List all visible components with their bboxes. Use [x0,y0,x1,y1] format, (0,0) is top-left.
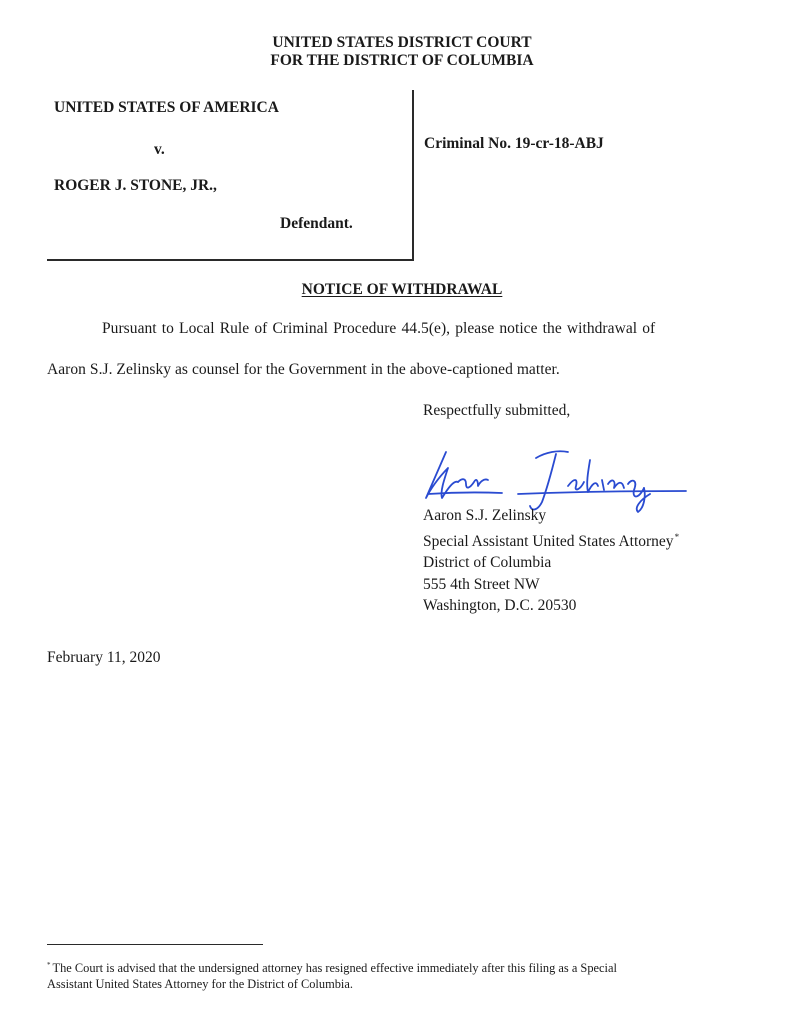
case-number: Criminal No. 19-cr-18-ABJ [424,135,604,152]
caption-horizontal-rule [47,259,414,261]
signer-name: Aaron S.J. Zelinsky [423,507,547,524]
notice-paragraph-line1: Pursuant to Local Rule of Criminal Procedure 44.5(e), please notice the withdrawal of [102,320,656,337]
footnote-line1 [47,957,617,976]
signer-office: District of Columbia [423,554,552,571]
caption-vertical-rule [412,90,414,260]
footnote-line2: Assistant United States Attorney for the District of Columbia. [47,977,353,991]
notice-paragraph-line2: Aaron S.J. Zelinsky as counsel for the Government in the above-captioned matter. [47,361,560,378]
filing-date: February 11, 2020 [47,649,161,666]
footnote-marker: * [674,531,680,542]
footnote-rule [47,944,263,945]
signer-title: Special Assistant United States Attorney [423,532,674,550]
caption-defendant-name: ROGER J. STONE, JR., [54,177,217,194]
caption-plaintiff: UNITED STATES OF AMERICA [54,99,279,116]
footnote [47,957,617,992]
court-heading-line2: FOR THE DISTRICT OF COLUMBIA [270,52,534,69]
signer-city: Washington, D.C. 20530 [423,597,577,614]
footnote-marker: * [47,961,51,969]
caption-defendant-role: Defendant. [280,215,353,232]
signer-title-line [423,527,679,553]
caption-versus: v. [154,141,165,158]
court-heading [0,34,804,70]
court-heading-line1: UNITED STATES DISTRICT COURT [272,34,532,51]
footnote-line1-text: The Court is advised that the undersigned attorney has resigned effective immediately after this filing as a Special [52,961,617,975]
notice-title [0,281,804,299]
closing-salutation: Respectfully submitted, [423,402,571,419]
signature-block [423,505,679,617]
notice-title-text: NOTICE OF WITHDRAWAL [301,281,503,298]
signer-street: 555 4th Street NW [423,575,540,593]
